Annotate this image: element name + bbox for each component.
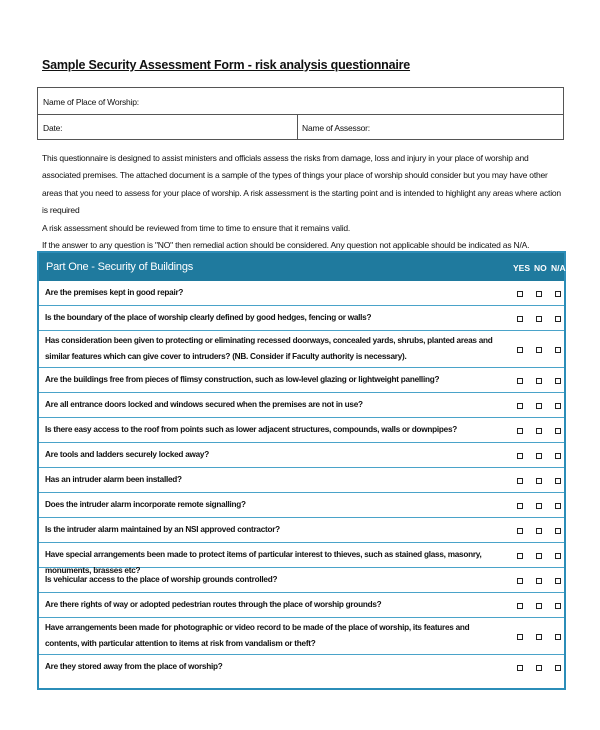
no-checkbox[interactable] (536, 634, 542, 640)
no-checkbox[interactable] (536, 316, 542, 322)
column-na: N/A (551, 263, 566, 273)
question-text: Are tools and ladders securely locked away? (45, 450, 209, 459)
yes-checkbox[interactable] (517, 634, 523, 640)
table-row (39, 393, 564, 418)
table-row (39, 655, 564, 680)
na-checkbox[interactable] (555, 291, 561, 297)
na-checkbox[interactable] (555, 553, 561, 559)
no-checkbox[interactable] (536, 665, 542, 671)
form-info-box (37, 87, 564, 140)
no-checkbox[interactable] (536, 478, 542, 484)
question-text: Have arrangements been made for photographic or video record to be made of the place of worship, its features and contents, with particular attention to items at risk from vandalism or theft? (45, 623, 470, 648)
yes-checkbox[interactable] (517, 478, 523, 484)
question-text: Has an intruder alarm been installed? (45, 475, 182, 484)
intro-paragraph: If the answer to any question is "NO" then remedial action should be considered. Any question not applicable should be indicated as N/A. (42, 240, 530, 251)
no-checkbox[interactable] (536, 378, 542, 384)
question-text: Does the intruder alarm incorporate remote signalling? (45, 500, 246, 509)
table-row (39, 593, 564, 618)
table-row (39, 518, 564, 543)
na-checkbox[interactable] (555, 347, 561, 353)
column-yes: YES (513, 263, 531, 273)
na-checkbox[interactable] (555, 428, 561, 434)
no-checkbox[interactable] (536, 578, 542, 584)
table-row (39, 568, 564, 593)
question-text: Have special arrangements been made to protect items of particular interest to thieves, such as stained glass, masonry, monuments, brasses etc? (45, 550, 482, 575)
question-text: Is vehicular access to the place of worship grounds controlled? (45, 575, 278, 584)
question-text: Are all entrance doors locked and windows secured when the premises are not in use? (45, 400, 363, 409)
yes-checkbox[interactable] (517, 316, 523, 322)
table-row (39, 418, 564, 443)
na-checkbox[interactable] (555, 578, 561, 584)
field-divider (297, 115, 298, 140)
question-text: Are the buildings free from pieces of flimsy construction, such as low-level glazing or lightweight panelling? (45, 375, 440, 384)
table-row (39, 306, 564, 331)
no-checkbox[interactable] (536, 347, 542, 353)
assessor-label: Name of Assessor: (302, 123, 370, 133)
na-checkbox[interactable] (555, 503, 561, 509)
table-row (39, 443, 564, 468)
table-row (39, 281, 564, 306)
table-row (39, 493, 564, 518)
question-text: Is the intruder alarm maintained by an NSI approved contractor? (45, 525, 280, 534)
table-header (39, 253, 564, 281)
question-text: Has consideration been given to protecting or eliminating recessed doorways, concealed yards, shrubs, planted areas and similar features which can give cover to intruders? (NB. Consider if Faculty authority is necessary). (45, 336, 493, 361)
intro-text (42, 150, 562, 254)
na-checkbox[interactable] (555, 453, 561, 459)
form-title: Sample Security Assessment Form - risk analysis questionnaire (42, 58, 411, 72)
table-row (39, 331, 564, 368)
questionnaire-table (37, 251, 566, 690)
yes-checkbox[interactable] (517, 347, 523, 353)
date-label: Date: (43, 123, 63, 133)
no-checkbox[interactable] (536, 553, 542, 559)
na-checkbox[interactable] (555, 603, 561, 609)
yes-checkbox[interactable] (517, 603, 523, 609)
na-checkbox[interactable] (555, 665, 561, 671)
question-text: Are the premises kept in good repair? (45, 288, 184, 297)
no-checkbox[interactable] (536, 291, 542, 297)
no-checkbox[interactable] (536, 453, 542, 459)
na-checkbox[interactable] (555, 378, 561, 384)
table-row (39, 543, 564, 575)
na-checkbox[interactable] (555, 403, 561, 409)
yes-checkbox[interactable] (517, 665, 523, 671)
intro-paragraph: This questionnaire is designed to assist ministers and officials assess the risks from damage, loss and injury in your place of worship and associated premises. The attached document is a sample of the types of things your place of worship should consider but you may have other areas that you need to assess for your place of worship. A risk assessment is the starting point and is intended to highlight any areas where action is required (42, 153, 561, 216)
yes-checkbox[interactable] (517, 403, 523, 409)
na-checkbox[interactable] (555, 316, 561, 322)
table-row (39, 368, 564, 393)
intro-paragraph: A risk assessment should be reviewed from time to time to ensure that it remains valid. (42, 222, 351, 233)
yes-checkbox[interactable] (517, 503, 523, 509)
no-checkbox[interactable] (536, 528, 542, 534)
place-of-worship-label: Name of Place of Worship: (43, 97, 139, 107)
question-text: Are there rights of way or adopted pedestrian routes through the place of worship grounds? (45, 600, 382, 609)
section-title: Part One - Security of Buildings (46, 261, 194, 273)
table-row (39, 618, 564, 655)
no-checkbox[interactable] (536, 403, 542, 409)
table-row (39, 468, 564, 493)
na-checkbox[interactable] (555, 478, 561, 484)
yes-checkbox[interactable] (517, 528, 523, 534)
column-no: NO (534, 263, 547, 273)
yes-checkbox[interactable] (517, 378, 523, 384)
na-checkbox[interactable] (555, 528, 561, 534)
no-checkbox[interactable] (536, 603, 542, 609)
date-assessor-row (38, 115, 563, 140)
na-checkbox[interactable] (555, 634, 561, 640)
yes-checkbox[interactable] (517, 553, 523, 559)
yes-checkbox[interactable] (517, 453, 523, 459)
place-of-worship-row[interactable] (38, 88, 563, 115)
question-text: Are they stored away from the place of worship? (45, 662, 223, 671)
yes-checkbox[interactable] (517, 428, 523, 434)
yes-checkbox[interactable] (517, 291, 523, 297)
question-text: Is the boundary of the place of worship clearly defined by good hedges, fencing or walls? (45, 313, 372, 322)
no-checkbox[interactable] (536, 428, 542, 434)
yes-checkbox[interactable] (517, 578, 523, 584)
no-checkbox[interactable] (536, 503, 542, 509)
question-text: Is there easy access to the roof from points such as lower adjacent structures, compounds, walls or downpipes? (45, 425, 458, 434)
